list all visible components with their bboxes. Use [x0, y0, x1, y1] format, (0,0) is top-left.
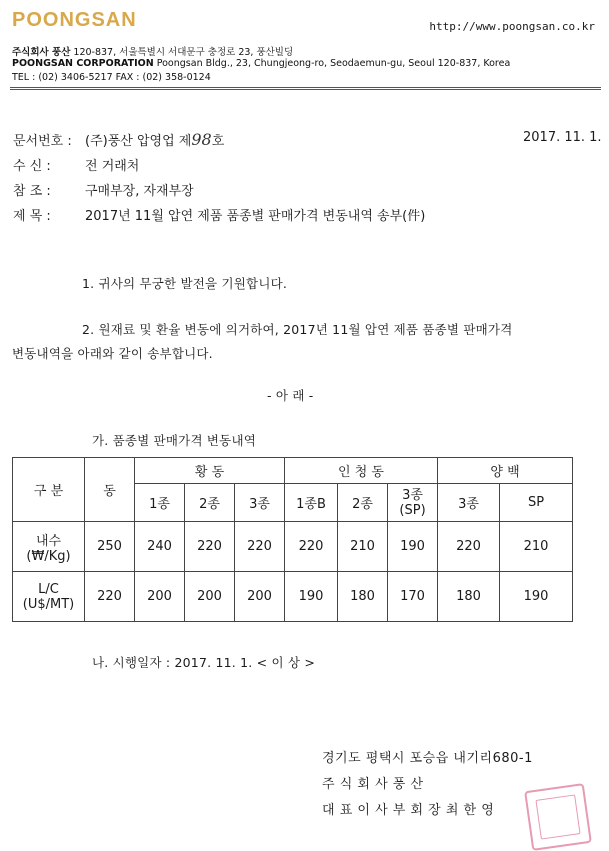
doc-number-suffix: 호 [211, 134, 225, 149]
subject-value: 2017년 11월 압연 제품 품종별 판매가격 변동내역 송부(件) [85, 209, 426, 224]
price-table [12, 457, 573, 622]
row-label-line1: L/C [38, 581, 59, 597]
letterhead-line1 [12, 44, 293, 58]
table-cell: 170 [388, 572, 438, 622]
paragraph-2-line1: 2. 원재료 및 환율 변동에 의거하여, 2017년 11월 압연 제품 품종별 판매가격 [82, 322, 513, 337]
letterhead-phone: TEL : (02) 3406-5217 FAX : (02) 358-0124 [12, 72, 211, 83]
row-label-domestic [13, 522, 85, 572]
subheader-cell: 3종 [235, 484, 285, 522]
header-divider-top [10, 87, 601, 88]
subject-label: 제 목 : [13, 209, 51, 224]
letterhead-address-en: Poongsan Bldg., 23, Chungjeong-ro, Seodaemun-gu, Seoul 120-837, Korea [156, 58, 511, 69]
header-copper: 동 [85, 458, 135, 522]
header-divider-bottom [10, 89, 601, 90]
letterhead-line2 [12, 58, 510, 69]
signature-company: 주 식 회 사 풍 산 [322, 777, 424, 792]
paragraph-1: 1. 귀사의 무궁한 발전을 기원합니다. [82, 276, 288, 291]
signature-ceo: 대 표 이 사 부 회 장 최 한 영 [322, 803, 495, 818]
header-category: 구 분 [13, 458, 85, 522]
letterhead-company-ko: 주식회사 풍산 [12, 47, 71, 58]
company-seal-stamp [524, 783, 592, 851]
table-cell: 220 [285, 522, 338, 572]
subheader-cell: 1종B [285, 484, 338, 522]
row-label-line2: (U$/MT) [22, 596, 75, 612]
row-label-line1: 내수 [35, 533, 62, 549]
table-row-domestic [13, 522, 573, 572]
company-url: http://www.poongsan.co.kr [429, 20, 595, 33]
recipient-row [13, 155, 139, 174]
subheader-cell: 3종 [438, 484, 500, 522]
recipient-label: 수 신 : [13, 159, 51, 174]
table-cell: 250 [85, 522, 135, 572]
subheader-cell: 1종 [135, 484, 185, 522]
notice-center-title: - 아 래 - [267, 388, 314, 403]
table-cell: 220 [185, 522, 235, 572]
table-cell: 220 [438, 522, 500, 572]
row-label-line2: (₩/Kg) [26, 548, 71, 564]
reference-label: 참 조 : [13, 184, 51, 199]
company-logo: POONGSAN [12, 9, 137, 31]
doc-date: 2017. 11. 1. [523, 130, 602, 145]
recipient-value: 전 거래처 [85, 159, 140, 174]
signature-address: 경기도 평택시 포승읍 내기리680-1 [322, 751, 533, 766]
table-cell: 190 [285, 572, 338, 622]
reference-row [13, 180, 194, 199]
table-cell: 200 [135, 572, 185, 622]
letterhead-company-en: POONGSAN CORPORATION [12, 58, 154, 69]
table-cell: 240 [135, 522, 185, 572]
table-cell: 180 [438, 572, 500, 622]
table-cell: 210 [500, 522, 573, 572]
header-brass: 황 동 [135, 458, 285, 484]
doc-number-value: (주)풍산 압영업 제 [85, 134, 192, 149]
row-label-lc [13, 572, 85, 622]
doc-number-handwritten: 98 [191, 130, 212, 149]
table-cell: 220 [235, 522, 285, 572]
subheader-cell: 2종 [185, 484, 235, 522]
table-cell: 180 [338, 572, 388, 622]
subject-row [13, 205, 425, 224]
doc-number-row [13, 130, 224, 149]
table-header-row-1 [13, 458, 573, 484]
section-a-title: 가. 품종별 판매가격 변동내역 [92, 433, 256, 448]
table-row-lc [13, 572, 573, 622]
table-cell: 190 [500, 572, 573, 622]
subheader-cell: SP [500, 484, 573, 522]
paragraph-2-line2: 변동내역을 아래와 같이 송부합니다. [12, 346, 213, 361]
table-cell: 210 [338, 522, 388, 572]
doc-number-label: 문서번호 : [13, 134, 72, 149]
letterhead-address-ko: 120-837, 서울특별시 서대문구 충정로 23, 풍산빌딩 [73, 47, 294, 58]
table-cell: 220 [85, 572, 135, 622]
subheader-cell: 2종 [338, 484, 388, 522]
section-b-effective-date: 나. 시행일자 : 2017. 11. 1. < 이 상 > [92, 655, 316, 670]
table-cell: 200 [235, 572, 285, 622]
table-cell: 200 [185, 572, 235, 622]
subheader-cell: 3종 (SP) [388, 484, 438, 522]
header-phosphor-bronze: 인 청 동 [285, 458, 438, 484]
header-nickel-silver: 양 백 [438, 458, 573, 484]
table-cell: 190 [388, 522, 438, 572]
reference-value: 구매부장, 자재부장 [85, 184, 194, 199]
